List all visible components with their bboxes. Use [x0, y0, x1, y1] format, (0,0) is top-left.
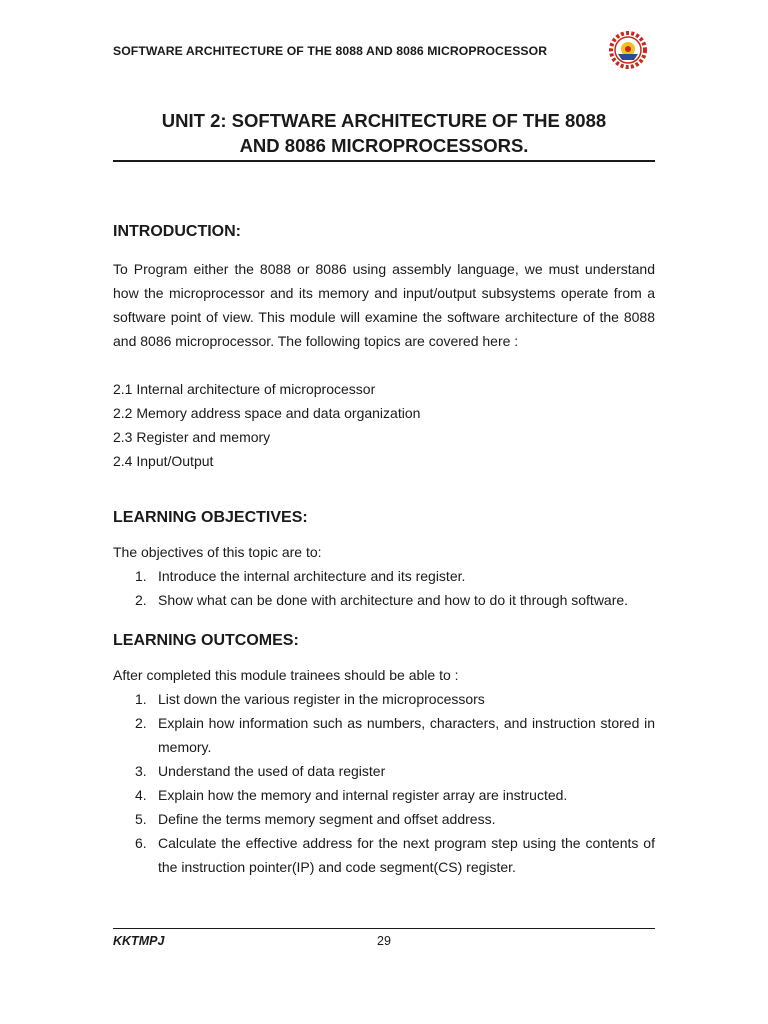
list-item — [113, 831, 655, 879]
introduction-heading: INTRODUCTION: — [113, 223, 241, 240]
unit-title — [113, 108, 655, 158]
list-item — [113, 564, 655, 588]
list-number: 1. — [135, 568, 147, 584]
title-divider — [113, 160, 655, 162]
list-text: Introduce the internal architecture and its register. — [158, 568, 466, 584]
list-number: 5. — [135, 811, 147, 827]
outcomes-intro: After completed this module trainees should be able to : — [113, 667, 459, 683]
list-text: Understand the used of data register — [158, 763, 386, 779]
list-text: Define the terms memory segment and offset address. — [158, 811, 496, 827]
list-text: Calculate the effective address for the next program step using the contents of the instruction pointer(IP) and code segment(CS) register. — [158, 835, 655, 875]
topic-item: 2.3 Register and memory — [113, 429, 271, 445]
list-item — [113, 588, 655, 612]
unit-title-line-1: UNIT 2: SOFTWARE ARCHITECTURE OF THE 8088 — [161, 110, 607, 131]
list-text: Explain how information such as numbers, characters, and instruction stored in memory. — [158, 715, 655, 755]
topic-item: 2.2 Memory address space and data organization — [113, 405, 421, 421]
list-number: 2. — [135, 715, 147, 731]
list-item — [113, 687, 655, 711]
list-number: 3. — [135, 763, 147, 779]
topic-item: 2.4 Input/Output — [113, 453, 214, 469]
objectives-list — [113, 564, 655, 612]
list-number: 6. — [135, 835, 147, 851]
list-item — [113, 711, 655, 759]
list-number: 2. — [135, 592, 147, 608]
outcomes-list — [113, 687, 655, 879]
list-text: Explain how the memory and internal register array are instructed. — [158, 787, 568, 803]
footer-divider — [113, 928, 655, 929]
objectives-heading: LEARNING OBJECTIVES: — [113, 509, 308, 526]
list-item — [113, 759, 655, 783]
gear-logo-icon — [608, 30, 648, 70]
objectives-intro: The objectives of this topic are to: — [113, 544, 322, 560]
list-number: 4. — [135, 787, 147, 803]
running-header: SOFTWARE ARCHITECTURE OF THE 8088 AND 8086 MICROPROCESSOR — [113, 44, 548, 58]
list-number: 1. — [135, 691, 147, 707]
unit-title-line-2: AND 8086 MICROPROCESSORS. — [239, 135, 529, 156]
page-number: 29 — [377, 934, 391, 948]
topic-item: 2.1 Internal architecture of microprocessor — [113, 381, 376, 397]
introduction-paragraph: To Program either the 8088 or 8086 using assembly language, we must understand how the microprocessor and its memory and input/output subsystems operate from a software point of view. This module will examine the software architecture of the 8088 and 8086 microprocessor. The following topics are covered here : — [113, 261, 655, 349]
footer-institution: KKTMPJ — [113, 934, 165, 948]
list-item — [113, 783, 655, 807]
list-text: Show what can be done with architecture and how to do it through software. — [158, 592, 629, 608]
list-item — [113, 807, 655, 831]
list-text: List down the various register in the microprocessors — [158, 691, 485, 707]
outcomes-heading: LEARNING OUTCOMES: — [113, 632, 299, 649]
